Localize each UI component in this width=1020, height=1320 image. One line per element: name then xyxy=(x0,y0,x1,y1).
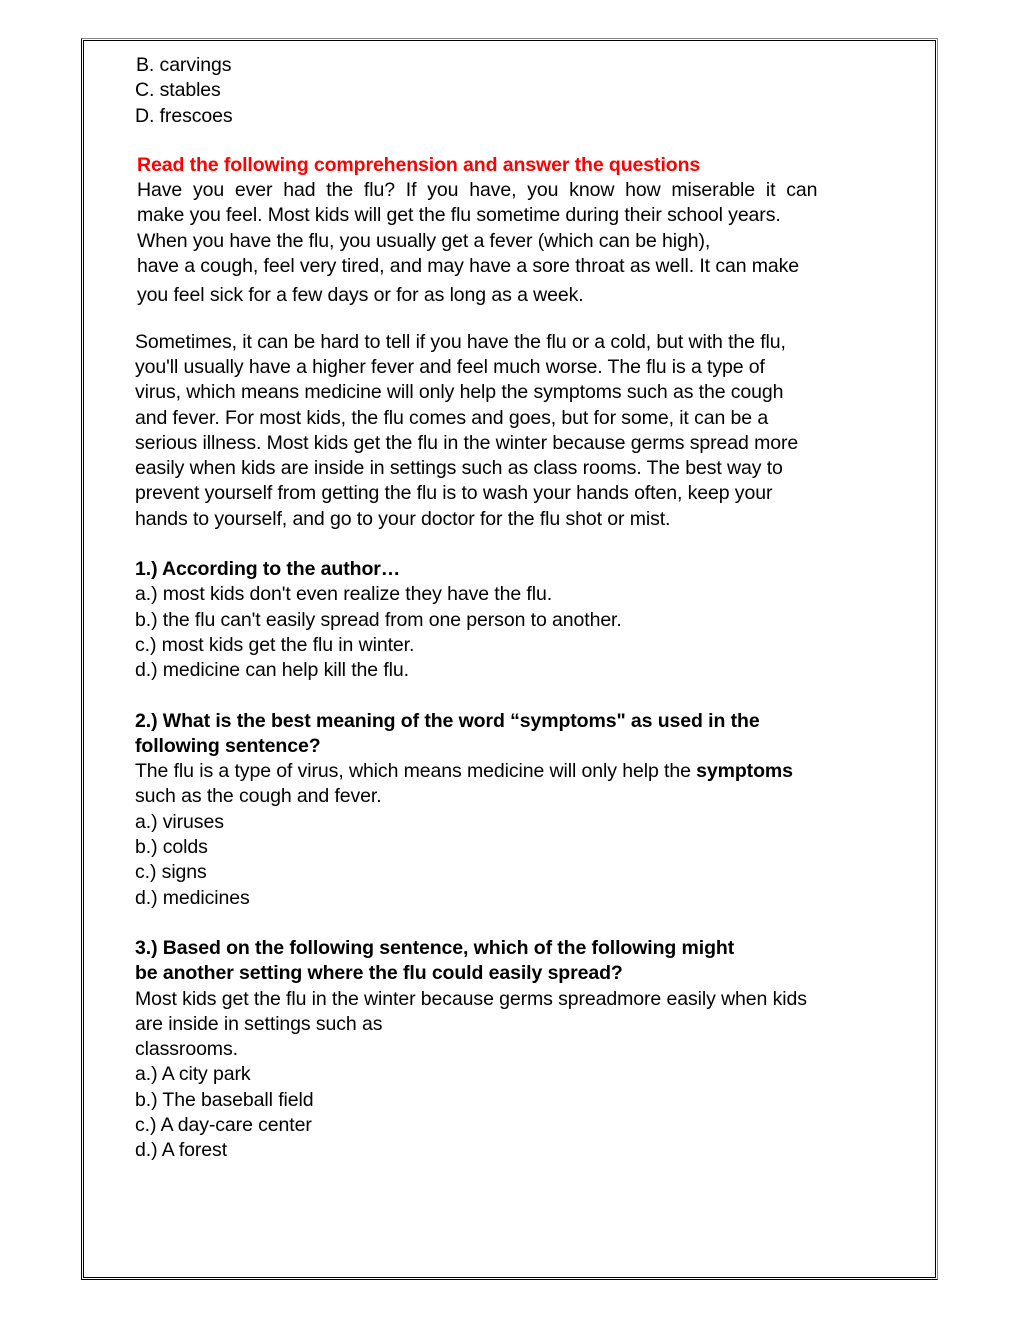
answer-option[interactable]: a.) most kids don't even realize they have the flu. xyxy=(135,583,553,606)
question-text: be another setting where the flu could easily spread? xyxy=(135,962,623,985)
passage-line: you'll usually have a higher fever and feel much worse. The flu is a type of xyxy=(135,355,765,378)
worksheet-content xyxy=(135,53,905,1164)
quoted-sentence: classrooms. xyxy=(135,1038,238,1061)
question-2 xyxy=(135,709,905,911)
question-1 xyxy=(135,557,905,683)
passage-line: have a cough, feel very tired, and may have a sore throat as well. It can make xyxy=(137,255,800,278)
option-d: D. frescoes xyxy=(135,104,233,127)
sentence-text: The flu is a type of virus, which means medicine will only help the xyxy=(135,760,697,783)
passage-line: When you have the flu, you usually get a fever (which can be high), xyxy=(137,229,711,252)
passage-line: easily when kids are inside in settings such as class rooms. The best way to xyxy=(135,457,783,480)
answer-option[interactable]: b.) The baseball field xyxy=(135,1088,314,1111)
passage-line: virus, which means medicine will only help the symptoms such as the cough xyxy=(135,381,784,404)
answer-option[interactable]: c.) A day-care center xyxy=(135,1113,312,1136)
passage-line: Have you ever had the flu? If you have, you know how miserable it can xyxy=(137,179,818,202)
passage-line: Sometimes, it can be hard to tell if you have the flu or a cold, but with the flu, xyxy=(135,330,786,353)
answer-option[interactable]: c.) signs xyxy=(135,861,207,884)
quoted-sentence-continued: such as the cough and fever. xyxy=(135,785,382,808)
passage-line: serious illness. Most kids get the flu in the winter because germs spread more xyxy=(135,431,799,454)
passage-line: and fever. For most kids, the flu comes and goes, but for some, it can be a xyxy=(135,406,769,429)
answer-option[interactable]: d.) A forest xyxy=(135,1139,228,1162)
answer-option[interactable]: b.) colds xyxy=(135,836,208,859)
question-text: 2.) What is the best meaning of the word “symptoms" as used in the xyxy=(135,709,760,732)
passage-line: prevent yourself from getting the flu is to wash your hands often, keep your xyxy=(135,482,773,505)
option-c: C. stables xyxy=(135,79,221,102)
question-3 xyxy=(135,936,905,1164)
passage-paragraph-2 xyxy=(135,330,905,532)
previous-question-options xyxy=(135,53,905,129)
answer-option[interactable]: d.) medicine can help kill the flu. xyxy=(135,659,409,682)
answer-option[interactable]: a.) viruses xyxy=(135,810,224,833)
passage-line: make you feel. Most kids will get the flu sometime during their school years. xyxy=(137,204,781,227)
question-text: 3.) Based on the following sentence, which of the following might xyxy=(135,936,735,959)
quoted-sentence xyxy=(135,759,905,784)
highlighted-word: symptoms xyxy=(696,760,793,783)
option-b: B. carvings xyxy=(136,54,232,76)
passage-line: hands to yourself, and go to your doctor for the flu shot or mist. xyxy=(135,507,671,530)
answer-option[interactable]: d.) medicines xyxy=(135,886,250,909)
question-text: 1.) According to the author… xyxy=(135,558,401,581)
answer-option[interactable]: b.) the flu can't easily spread from one person to another. xyxy=(135,608,622,631)
quoted-sentence: Most kids get the flu in the winter because germs spreadmore easily when kids xyxy=(135,987,807,1010)
comprehension-section xyxy=(135,153,905,532)
answer-option[interactable]: c.) most kids get the flu in winter. xyxy=(135,633,415,656)
question-text: following sentence? xyxy=(135,734,321,757)
instruction-heading: Read the following comprehension and answer the questions xyxy=(137,153,701,176)
passage-paragraph-1 xyxy=(135,178,905,308)
answer-option[interactable]: a.) A city park xyxy=(135,1063,251,1086)
passage-line: you feel sick for a few days or for as long as a week. xyxy=(137,284,584,307)
quoted-sentence: are inside in settings such as xyxy=(135,1012,383,1035)
